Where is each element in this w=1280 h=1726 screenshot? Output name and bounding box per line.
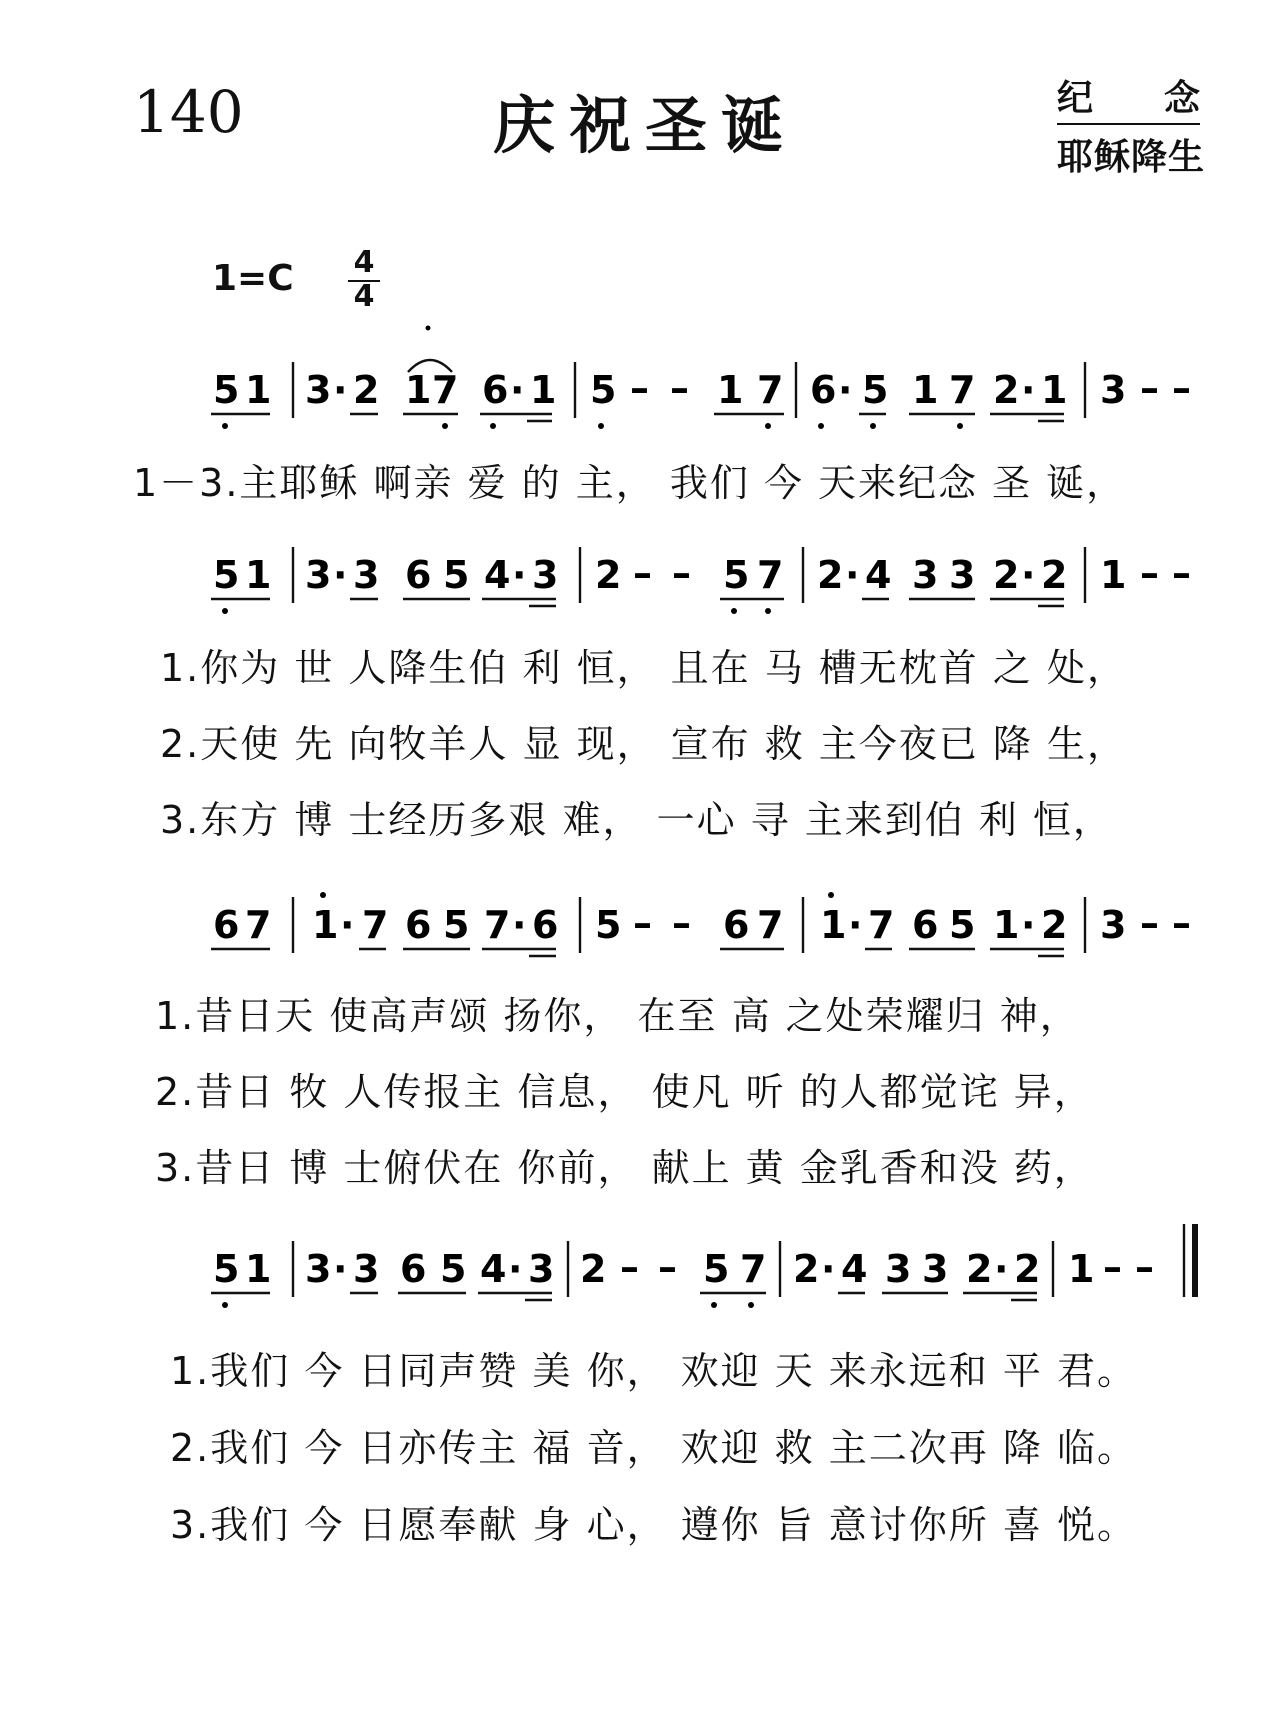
note: 1 <box>405 368 432 412</box>
note: 3 <box>885 1247 912 1291</box>
note: 6 <box>532 903 559 947</box>
high-dot <box>426 326 431 331</box>
note: 5 <box>949 903 976 947</box>
note: 5 <box>213 368 240 412</box>
note: 2 <box>1041 553 1068 597</box>
note: 3 <box>949 553 976 597</box>
music-row-3 <box>211 892 1191 956</box>
category-char-2: 念 <box>1163 78 1200 119</box>
lyric-line-verse3-a: 3.东方 博 士经历多艰 难， 一心 寻 主来到伯 利 恒， <box>160 798 1113 842</box>
time-signature-bottom: 4 <box>353 279 375 314</box>
dash: – <box>633 551 652 595</box>
low-dot <box>490 423 496 429</box>
note: 2 <box>817 553 844 597</box>
low-dot <box>442 423 448 429</box>
note: 5 <box>862 368 889 412</box>
note: 3 <box>1100 903 1127 947</box>
note: 1 <box>993 903 1020 947</box>
lyric-line-verse3-c: 3.我们 今 日愿奉献 身 心， 遵你 旨 意讨你所 喜 悦。 <box>170 1503 1137 1547</box>
note: 3 <box>532 553 559 597</box>
lyric-line-verse2-a: 2.天使 先 向牧羊人 显 现， 宣布 救 主今夜已 降 生， <box>160 722 1127 766</box>
note: 6 <box>723 903 750 947</box>
note: 1 <box>912 368 939 412</box>
dash: – <box>1103 1245 1122 1289</box>
note: 7 <box>245 903 272 947</box>
dot-rhythm: · <box>1021 368 1036 412</box>
time-signature-top: 4 <box>348 248 380 282</box>
low-dot <box>222 1302 228 1308</box>
lyric-line-verse1-c: 1.我们 今 日同声赞 美 你， 欢迎 天 来永远和 平 君。 <box>170 1349 1137 1393</box>
dot-rhythm: · <box>845 553 860 597</box>
dot-rhythm: · <box>333 553 348 597</box>
note: 3 <box>922 1247 949 1291</box>
dot-rhythm: · <box>994 1247 1009 1291</box>
lyric-line-verse3-b: 3.昔日 博 士俯伏在 你前， 献上 黄 金乳香和没 药， <box>155 1146 1094 1190</box>
note: 7 <box>757 368 784 412</box>
note: 3 <box>528 1247 555 1291</box>
dash: – <box>630 366 649 410</box>
dash: – <box>1172 901 1191 945</box>
low-dot <box>222 423 228 429</box>
note: 6 <box>213 903 240 947</box>
dash: – <box>1172 366 1191 410</box>
dot-rhythm: · <box>508 1247 523 1291</box>
note: 7 <box>757 553 784 597</box>
note: 7 <box>740 1247 767 1291</box>
note: 7 <box>757 903 784 947</box>
key-signature: 1=C <box>212 258 294 299</box>
note: 4 <box>480 1247 507 1291</box>
dot-rhythm: · <box>848 903 863 947</box>
note: 1 <box>1100 553 1127 597</box>
note: 6 <box>405 903 432 947</box>
lyric-line-verse2-b: 2.昔日 牧 人传报主 信息， 使凡 听 的人都觉诧 异， <box>155 1070 1094 1114</box>
note: 1 <box>245 553 272 597</box>
note: 1 <box>530 368 557 412</box>
note: 5 <box>595 903 622 947</box>
note: 6 <box>482 368 509 412</box>
dash: – <box>672 901 691 945</box>
category-char-1: 纪 <box>1057 78 1094 119</box>
note: 3 <box>353 1247 380 1291</box>
high-dot <box>828 892 834 898</box>
note: 1 <box>820 903 847 947</box>
note: 7 <box>362 903 389 947</box>
note: 1 <box>1068 1247 1095 1291</box>
music-row-1 <box>211 326 1191 430</box>
note: 1 <box>312 903 339 947</box>
category-line-2: 耶稣降生 <box>1057 137 1206 178</box>
note: 7 <box>484 903 511 947</box>
low-dot <box>870 423 876 429</box>
music-row-2 <box>211 547 1191 614</box>
note: 2 <box>993 553 1020 597</box>
note: 2 <box>595 553 622 597</box>
note: 2 <box>580 1247 607 1291</box>
low-dot <box>711 1302 717 1308</box>
note: 5 <box>213 1247 240 1291</box>
low-dot <box>765 423 771 429</box>
hymn-number: 140 <box>133 78 244 146</box>
note: 3 <box>1100 368 1127 412</box>
note: 2 <box>1041 903 1068 947</box>
note: 2 <box>993 368 1020 412</box>
low-dot <box>765 608 771 614</box>
note: 5 <box>443 903 470 947</box>
note: 3 <box>305 1247 332 1291</box>
note: 6 <box>912 903 939 947</box>
lyric-line-verse1-a: 1.你为 世 人降生伯 利 恒， 且在 马 槽无枕首 之 处， <box>160 646 1127 690</box>
dot-rhythm: · <box>821 1247 836 1291</box>
hymn-title: 庆祝圣诞 <box>493 89 798 162</box>
note: 2 <box>793 1247 820 1291</box>
note: 5 <box>590 368 617 412</box>
dot-rhythm: · <box>1021 553 1036 597</box>
dash: – <box>672 551 691 595</box>
dash: – <box>620 1245 639 1289</box>
lyric-line-verse2-c: 2.我们 今 日亦传主 福 音， 欢迎 救 主二次再 降 临。 <box>170 1426 1137 1470</box>
note: 2 <box>353 368 380 412</box>
low-dot <box>731 608 737 614</box>
low-dot <box>818 423 824 429</box>
note: 6 <box>405 553 432 597</box>
note: 1 <box>245 1247 272 1291</box>
note: 5 <box>723 553 750 597</box>
note: 4 <box>841 1247 868 1291</box>
note: 4 <box>865 553 892 597</box>
note: 2 <box>966 1247 993 1291</box>
low-dot <box>598 423 604 429</box>
dash: – <box>633 901 652 945</box>
note: 5 <box>213 553 240 597</box>
note: 3 <box>305 553 332 597</box>
dot-rhythm: · <box>510 368 525 412</box>
music-row-4 <box>211 1224 1195 1308</box>
dot-rhythm: · <box>838 368 853 412</box>
note: 7 <box>432 368 459 412</box>
dot-rhythm: · <box>512 903 527 947</box>
dash: – <box>1135 1245 1154 1289</box>
note: 2 <box>1014 1247 1041 1291</box>
note: 3 <box>912 553 939 597</box>
note: 1 <box>1041 368 1068 412</box>
note: 3 <box>353 553 380 597</box>
note: 7 <box>868 903 895 947</box>
dash: – <box>658 1245 677 1289</box>
low-dot <box>222 608 228 614</box>
dot-rhythm: · <box>1021 903 1036 947</box>
note: 3 <box>305 368 332 412</box>
dot-rhythm: · <box>333 368 348 412</box>
lyric-line-refrain: 1－3.主耶稣 啊亲 爱 的 主， 我们 今 天来纪念 圣 诞， <box>133 461 1127 505</box>
dash: – <box>670 366 689 410</box>
note: 1 <box>245 368 272 412</box>
dash: – <box>1140 551 1159 595</box>
note: 6 <box>400 1247 427 1291</box>
note: 6 <box>810 368 837 412</box>
low-dot <box>957 423 963 429</box>
dot-rhythm: · <box>512 553 527 597</box>
note: 5 <box>443 553 470 597</box>
dash: – <box>1140 901 1159 945</box>
high-dot <box>320 892 326 898</box>
note: 1 <box>717 368 744 412</box>
dot-rhythm: · <box>333 1247 348 1291</box>
dot-rhythm: · <box>340 903 355 947</box>
dash: – <box>1172 551 1191 595</box>
note: 5 <box>703 1247 730 1291</box>
note: 5 <box>440 1247 467 1291</box>
note: 4 <box>484 553 511 597</box>
dash: – <box>1140 366 1159 410</box>
lyric-line-verse1-b: 1.昔日天 使高声颂 扬你， 在至 高 之处荣耀归 神， <box>155 994 1080 1038</box>
note: 7 <box>949 368 976 412</box>
low-dot <box>748 1302 754 1308</box>
